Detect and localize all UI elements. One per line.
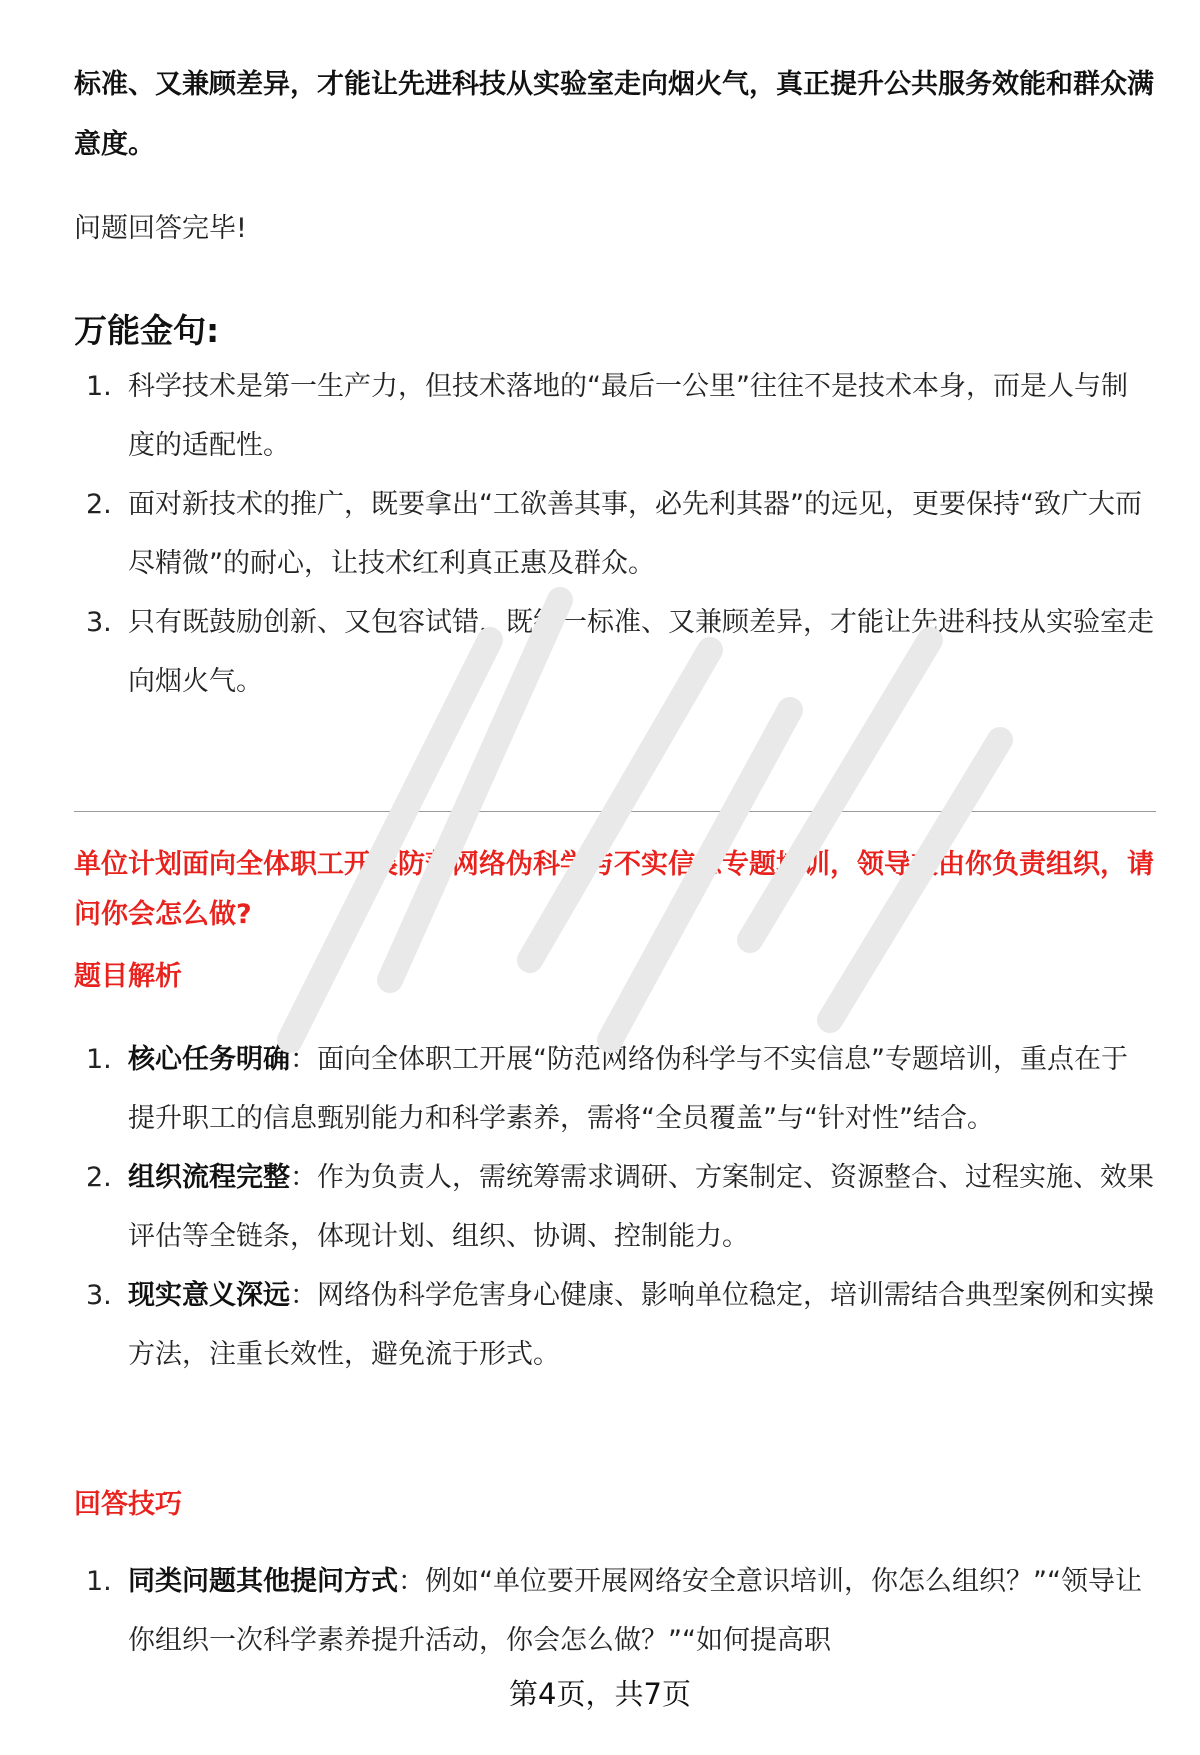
list-item: 1. 同类问题其他提问方式：例如“单位要开展网络安全意识培训，你怎么组织？”“领导让你组织一次科学素养提升活动，你会怎么做？”“如何提高职 <box>86 1566 1142 1656</box>
tips-heading: 回答技巧 <box>74 1489 182 1520</box>
lead-paragraph: 标准、又兼顾差异，才能让先进科技从实验室走向烟火气，真正提升公共服务效能和群众满意度。 <box>74 69 1154 160</box>
list-item: 3. 现实意义深远：网络伪科学危害身心健康、影响单位稳定，培训需结合典型案例和实操方法，注重长效性，避免流于形式。 <box>86 1280 1154 1370</box>
analysis-heading: 题目解析 <box>74 961 182 992</box>
tips-list <box>74 1552 1154 1670</box>
list-item: 2. 组织流程完整：作为负责人，需统筹需求调研、方案制定、资源整合、过程实施、效果评估等全链条，体现计划、组织、协调、控制能力。 <box>86 1162 1154 1252</box>
page-footer: 第4页，共7页 <box>509 1677 691 1711</box>
list-item: 1. 科学技术是第一生产力，但技术落地的“最后一公里”往往不是技术本身，而是人与制度的适配性。 <box>86 371 1128 461</box>
golden-sentences-heading: 万能金句: <box>74 311 220 350</box>
question-title: 单位计划面向全体职工开展防范网络伪科学与不实信息专题培训，领导交由你负责组织，请问你会怎么做? <box>74 849 1154 930</box>
analysis-list <box>74 1030 1154 1384</box>
section-divider <box>74 811 1156 812</box>
list-item: 1. 核心任务明确：面向全体职工开展“防范网络伪科学与不实信息”专题培训，重点在于提升职工的信息甄别能力和科学素养，需将“全员覆盖”与“针对性”结合。 <box>86 1044 1128 1134</box>
golden-sentences-list <box>74 357 1154 711</box>
list-item: 2. 面对新技术的推广，既要拿出“工欲善其事，必先利其器”的远见，更要保持“致广大而尽精微”的耐心，让技术红利真正惠及群众。 <box>86 489 1142 579</box>
closing-line: 问题回答完毕! <box>74 213 247 244</box>
list-item: 3. 只有既鼓励创新、又包容试错，既统一标准、又兼顾差异，才能让先进科技从实验室走向烟火气。 <box>86 607 1154 697</box>
